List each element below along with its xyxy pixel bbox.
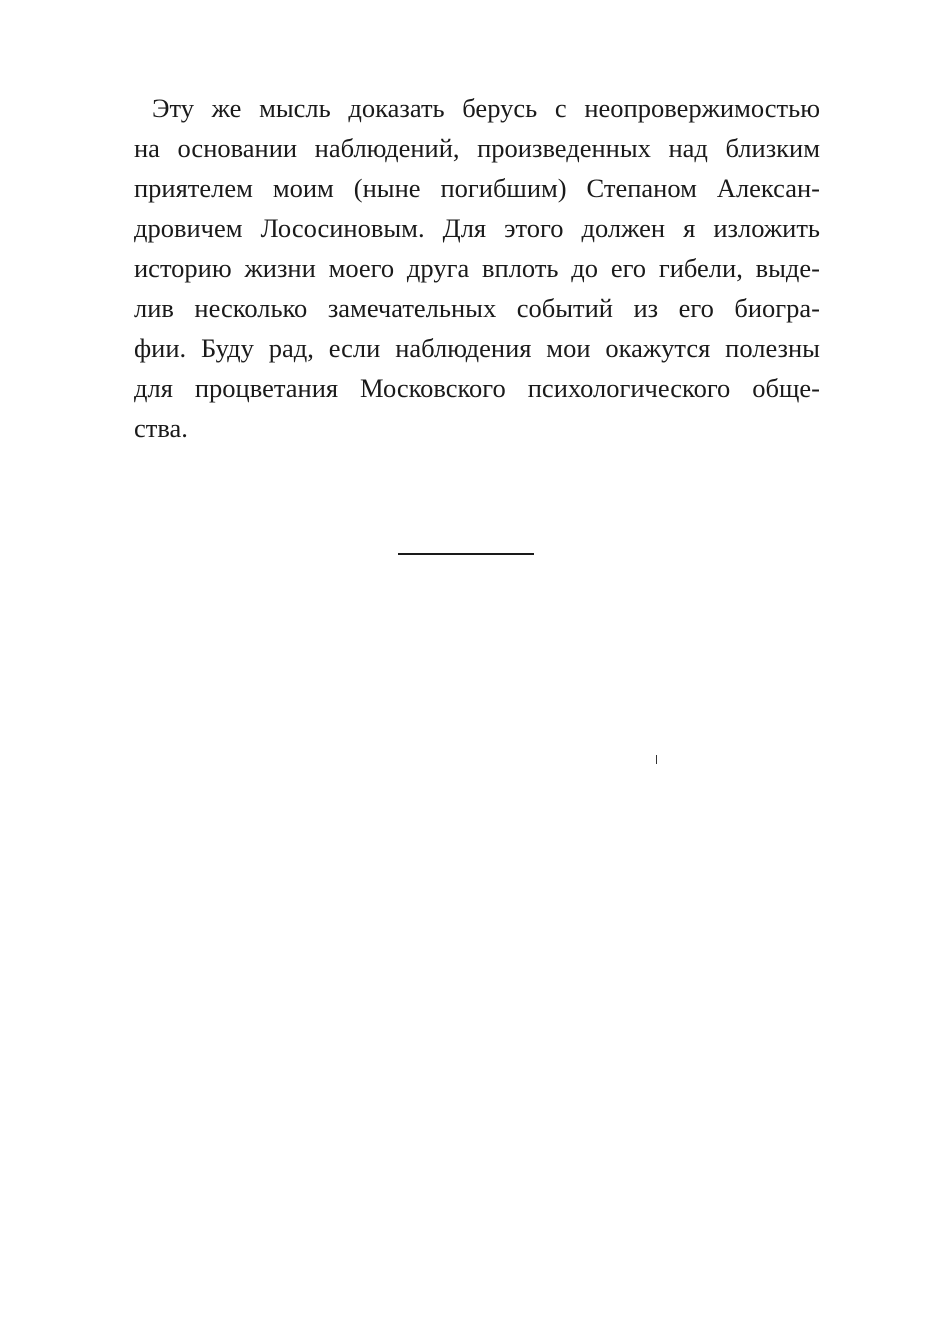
section-divider (398, 553, 534, 555)
text-line: ства. (134, 413, 188, 443)
text-line: на основании наблюдений, произведенных над близким (134, 133, 820, 163)
body-paragraph (134, 88, 820, 448)
text-line: для процветания Московского психологического обще- (134, 373, 820, 403)
text-line: приятелем моим (ныне погибшим) Степаном Алексан- (134, 173, 820, 203)
text-line: лив несколько замечательных событий из его биогра- (134, 293, 820, 323)
text-line: Эту же мысль доказать берусь с неопровержимостью (152, 93, 820, 123)
text-line: фии. Буду рад, если наблюдения мои окажутся полезны (134, 333, 820, 363)
text-line: дровичем Лососиновым. Для этого должен я изложить (134, 213, 820, 243)
print-speck (656, 755, 657, 764)
text-line: историю жизни моего друга вплоть до его гибели, выде- (134, 253, 820, 283)
